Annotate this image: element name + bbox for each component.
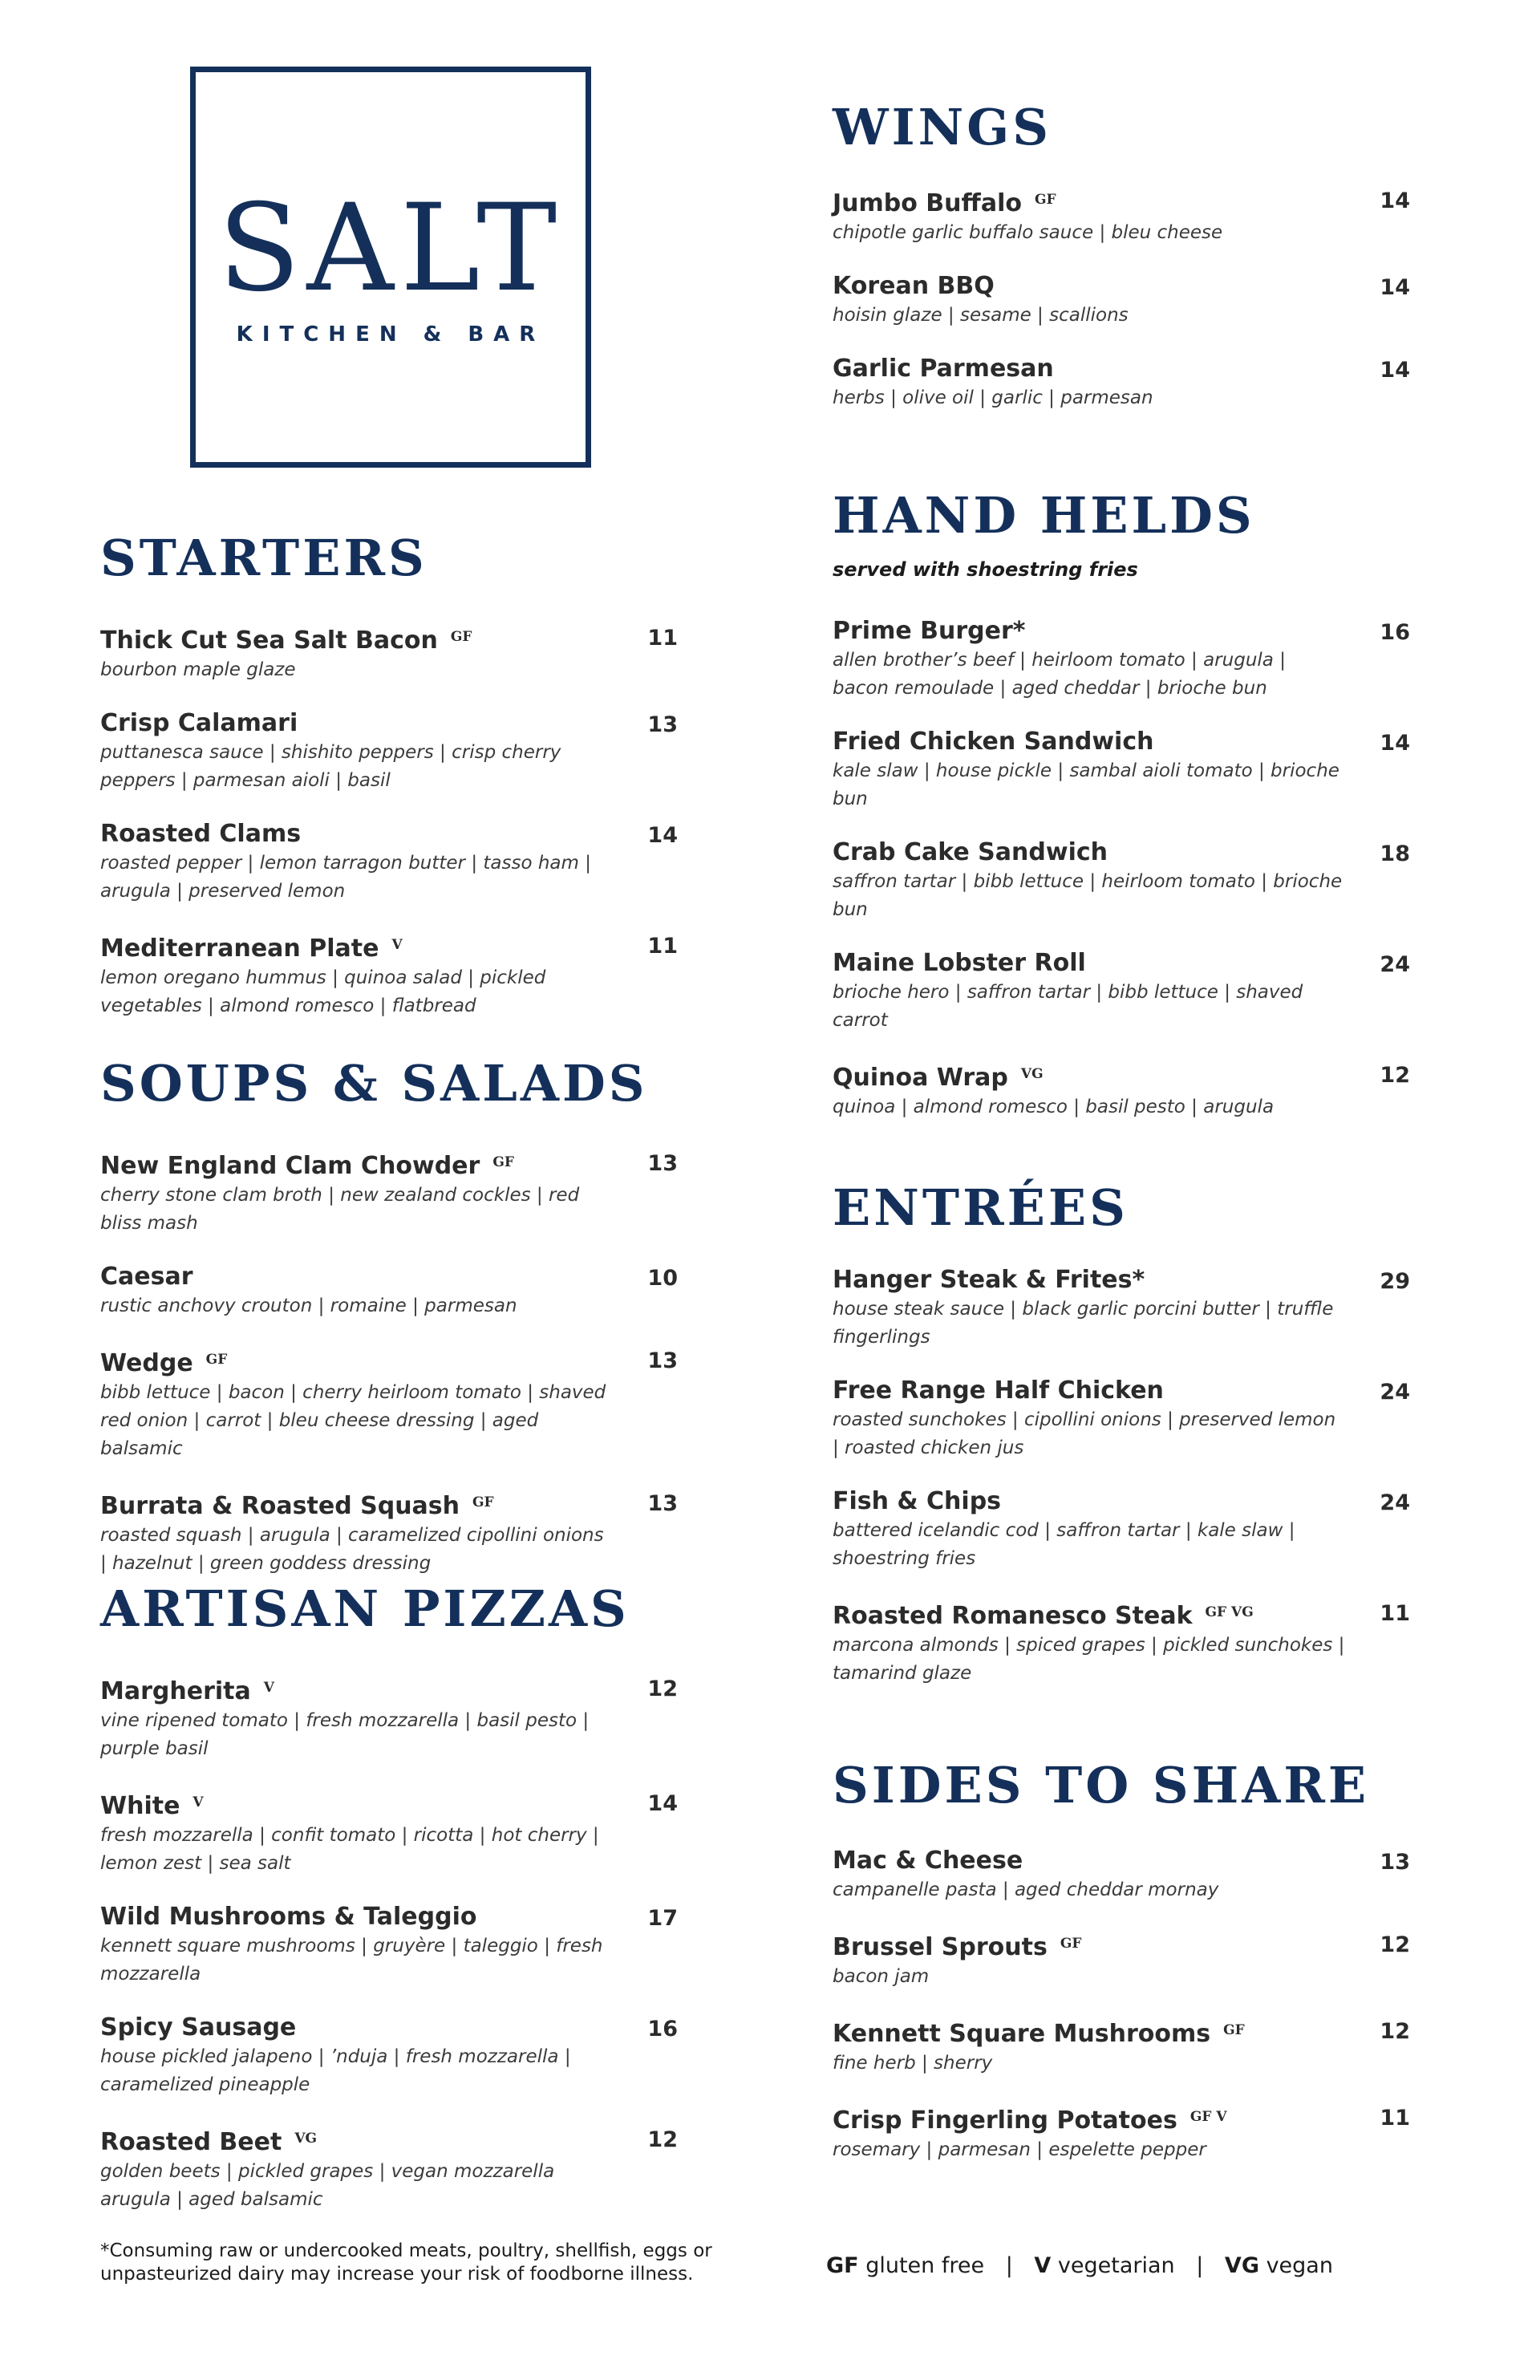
item-description: roasted sunchokes | cipollini onions | preserved lemon | roasted chicken jus — [833, 1409, 1336, 1458]
section-wings — [833, 98, 1410, 436]
item-name: Hanger Steak & Frites* — [833, 1266, 1145, 1294]
item-description: house steak sauce | black garlic porcini butter | truffle fingerlings — [833, 1299, 1334, 1348]
section-starters — [100, 529, 678, 1044]
item-name-row — [833, 1846, 1378, 1876]
item-description: roasted squash | arugula | caramelized cipollini onions | hazelnut | green goddess dressing — [100, 1525, 604, 1574]
item-name-row — [833, 184, 1378, 219]
item-description: quinoa | almond romesco | basil pesto | arugula — [833, 1097, 1275, 1117]
item-name: Quinoa Wrap — [833, 1064, 1008, 1092]
item-price: 16 — [647, 2017, 678, 2041]
item-diet-tags: V — [263, 1680, 274, 1696]
item-name-row — [833, 2015, 1378, 2050]
item-price: 14 — [647, 1791, 678, 1816]
item-name-row — [100, 2013, 646, 2043]
item-price: 14 — [647, 823, 678, 848]
item-name-row — [833, 837, 1378, 868]
menu-item — [833, 1376, 1410, 1462]
disclaimer: *Consuming raw or undercooked meats, poultry, shellfish, eggs or unpasteurized dairy may increase your risk of foodborne illness. — [100, 2240, 712, 2285]
item-description: roasted pepper | lemon tarragon butter | tasso ham | arugula | preserved lemon — [100, 853, 591, 902]
item-list — [833, 1265, 1410, 1688]
item-name-row — [833, 2102, 1378, 2136]
item-price: 14 — [1380, 731, 1410, 756]
item-price: 14 — [1380, 189, 1410, 213]
item-description: herbs | olive oil | garlic | parmesan — [833, 387, 1153, 408]
item-name-row — [100, 622, 646, 656]
menu-item — [833, 1846, 1410, 1904]
menu-item — [833, 1928, 1410, 1991]
item-name: Garlic Parmesan — [833, 355, 1054, 383]
item-name: Thick Cut Sea Salt Bacon — [100, 626, 438, 655]
item-description: hoisin glaze | sesame | scallions — [833, 305, 1129, 326]
logo-tagline: KITCHEN & BAR — [236, 322, 545, 347]
item-name: Crisp Fingerling Potatoes — [833, 2106, 1177, 2135]
item-name-row — [833, 1265, 1378, 1295]
item-price: 11 — [647, 626, 678, 651]
section-title: STARTERS — [100, 529, 428, 587]
item-diet-tags: GF — [1060, 1936, 1082, 1952]
item-name-row — [833, 948, 1378, 979]
menu-item — [100, 1672, 678, 1763]
item-price: 13 — [647, 1151, 678, 1176]
item-name-row — [833, 616, 1378, 647]
item-description: golden beets | pickled grapes | vegan mozzarella arugula | aged balsamic — [100, 2161, 555, 2210]
item-list — [833, 616, 1410, 1121]
item-description: saffron tartar | bibb lettuce | heirloom tomato | brioche bun — [833, 871, 1343, 920]
item-description: allen brother’s beef | heirloom tomato | arugula | bacon remoulade | aged cheddar | brioche bun — [833, 650, 1286, 699]
section-title: SIDES TO SHARE — [833, 1756, 1370, 1814]
item-name-row — [100, 1672, 646, 1707]
item-name-row — [100, 1487, 646, 1522]
section-hand-helds — [833, 486, 1410, 1145]
item-name: Kennett Square Mushrooms — [833, 2020, 1211, 2048]
item-list — [833, 184, 1410, 412]
item-list — [100, 1147, 678, 1578]
item-diet-tags: GF — [450, 629, 472, 645]
item-name: White — [100, 1792, 180, 1820]
item-name: Crisp Calamari — [100, 709, 298, 737]
menu-item — [833, 354, 1410, 412]
item-description: campanelle pasta | aged cheddar mornay — [833, 1879, 1219, 1900]
item-price: 24 — [1380, 1490, 1410, 1515]
menu-item — [100, 819, 678, 906]
menu-item — [833, 271, 1410, 330]
item-description: bourbon maple glaze — [100, 659, 296, 680]
item-price: 17 — [647, 1906, 678, 1931]
item-price: 14 — [1380, 275, 1410, 300]
item-name: Brussel Sprouts — [833, 1933, 1048, 1961]
item-name-row — [100, 708, 646, 739]
item-name-row — [833, 271, 1378, 302]
item-price: 24 — [1380, 1380, 1410, 1405]
item-description: rustic anchovy crouton | romaine | parmesan — [100, 1295, 517, 1316]
menu-item — [833, 2102, 1410, 2164]
section-note: served with shoestring fries — [833, 558, 1138, 581]
item-name: Spicy Sausage — [100, 2013, 297, 2041]
item-price: 24 — [1380, 952, 1410, 977]
item-price: 18 — [1380, 841, 1410, 866]
item-name: Wedge — [100, 1349, 193, 1377]
legend-label-gf: gluten free — [865, 2253, 985, 2278]
item-diet-tags: GF — [492, 1154, 514, 1170]
item-name: Fried Chicken Sandwich — [833, 728, 1154, 756]
item-name-row — [100, 2123, 646, 2158]
item-name: Margherita — [100, 1677, 251, 1705]
item-name-row — [100, 1262, 646, 1292]
dietary-legend: GF gluten free | V vegetarian | VG vegan — [826, 2253, 1333, 2278]
menu-item — [100, 1487, 678, 1578]
section-title: HAND HELDS — [833, 486, 1255, 545]
menu-item — [833, 1059, 1410, 1121]
item-description: rosemary | parmesan | espelette pepper — [833, 2139, 1206, 2160]
menu-item — [100, 708, 678, 795]
item-name: Prime Burger* — [833, 617, 1026, 645]
item-name-row — [100, 1902, 646, 1932]
item-name-row — [100, 819, 646, 849]
item-price: 13 — [647, 712, 678, 737]
item-price: 16 — [1380, 620, 1410, 645]
item-diet-tags: VG — [1020, 1066, 1044, 1082]
item-price: 12 — [1380, 1932, 1410, 1957]
item-price: 11 — [647, 934, 678, 959]
menu-item — [833, 1486, 1410, 1573]
item-price: 12 — [647, 2127, 678, 2152]
section-title: ENTRÉES — [833, 1178, 1129, 1237]
item-diet-tags: GF — [1034, 192, 1056, 208]
item-name: New England Clam Chowder — [100, 1152, 480, 1180]
item-name: Free Range Half Chicken — [833, 1377, 1164, 1405]
item-price: 12 — [1380, 2019, 1410, 2044]
item-description: kale slaw | house pickle | sambal aioli tomato | brioche bun — [833, 760, 1339, 809]
item-description: battered icelandic cod | saffron tartar | kale slaw | shoestring fries — [833, 1520, 1295, 1569]
item-name-row — [833, 1597, 1378, 1632]
item-description: kennett square mushrooms | gruyère | taleggio | fresh mozzarella — [100, 1936, 603, 1985]
item-diet-tags: V — [192, 1794, 204, 1810]
menu-item — [100, 622, 678, 684]
item-description: fine herb | sherry — [833, 2053, 993, 2074]
item-price: 13 — [1380, 1850, 1410, 1875]
logo-brand: SALT — [217, 179, 564, 318]
menu-item — [833, 1597, 1410, 1688]
item-name: Wild Mushrooms & Taleggio — [100, 1903, 477, 1931]
item-name: Mediterranean Plate — [100, 935, 379, 963]
legend-code-vg: VG — [1224, 2253, 1259, 2278]
item-description: house pickled jalapeno | ’nduja | fresh mozzarella | caramelized pineapple — [100, 2046, 571, 2095]
item-name: Mac & Cheese — [833, 1847, 1023, 1875]
item-name: Crab Cake Sandwich — [833, 838, 1108, 866]
menu-item — [100, 1147, 678, 1238]
item-list — [833, 1846, 1410, 2164]
section-title: SOUPS & SALADS — [100, 1054, 648, 1113]
menu-item — [100, 2123, 678, 2214]
item-diet-tags: V — [391, 937, 403, 953]
item-price: 29 — [1380, 1269, 1410, 1294]
item-name-row — [833, 1376, 1378, 1406]
item-description: bacon jam — [833, 1966, 930, 1987]
menu-item — [833, 1265, 1410, 1352]
item-price: 12 — [1380, 1063, 1410, 1088]
item-description: vine ripened tomato | fresh mozzarella | basil pesto | purple basil — [100, 1710, 590, 1759]
item-diet-tags: VG — [294, 2131, 318, 2147]
item-name: Roasted Romanesco Steak — [833, 1602, 1193, 1630]
item-name: Fish & Chips — [833, 1487, 1002, 1515]
item-description: bibb lettuce | bacon | cherry heirloom tomato | shaved red onion | carrot | bleu cheese dressing | aged balsamic — [100, 1382, 606, 1459]
item-name: Caesar — [100, 1263, 193, 1291]
legend-code-gf: GF — [826, 2253, 859, 2278]
item-price: 13 — [647, 1348, 678, 1373]
item-name: Roasted Beet — [100, 2128, 282, 2156]
item-name: Korean BBQ — [833, 272, 995, 300]
item-diet-tags: GF — [1223, 2022, 1245, 2038]
item-name-row — [833, 1059, 1378, 1093]
menu-item — [100, 1787, 678, 1878]
item-name-row — [833, 354, 1378, 384]
item-name-row — [833, 1486, 1378, 1517]
section-soups-salads — [100, 1054, 678, 1602]
item-description: brioche hero | saffron tartar | bibb lettuce | shaved carrot — [833, 982, 1303, 1031]
item-diet-tags: GF — [205, 1352, 228, 1368]
item-description: marcona almonds | spiced grapes | pickled sunchokes | tamarind glaze — [833, 1635, 1345, 1684]
item-name-row — [100, 1147, 646, 1182]
menu-item — [100, 930, 678, 1020]
section-title: WINGS — [833, 98, 1052, 156]
item-name-row — [100, 930, 646, 964]
logo — [190, 67, 591, 468]
item-description: fresh mozzarella | confit tomato | ricotta | hot cherry | lemon zest | sea salt — [100, 1825, 599, 1874]
item-description: chipotle garlic buffalo sauce | bleu cheese — [833, 222, 1223, 243]
menu-item — [833, 727, 1410, 813]
item-name: Jumbo Buffalo — [833, 189, 1022, 217]
item-price: 11 — [1380, 2106, 1410, 2131]
item-description: cherry stone clam broth | new zealand cockles | red bliss mash — [100, 1185, 580, 1234]
legend-code-v: V — [1034, 2253, 1052, 2278]
menu-item — [833, 184, 1410, 247]
item-price: 10 — [647, 1266, 678, 1291]
item-description: lemon oregano hummus | quinoa salad | pickled vegetables | almond romesco | flatbread — [100, 967, 546, 1016]
item-price: 12 — [647, 1677, 678, 1701]
item-diet-tags: GF V — [1189, 2109, 1227, 2125]
item-name: Roasted Clams — [100, 820, 302, 848]
item-name-row — [833, 727, 1378, 757]
item-name-row — [100, 1787, 646, 1822]
menu-item — [100, 1262, 678, 1320]
item-list — [100, 622, 678, 1020]
item-name-row — [100, 1344, 646, 1379]
legend-label-vg: vegan — [1266, 2253, 1333, 2278]
section-title: ARTISAN PIZZAS — [100, 1579, 630, 1638]
menu-item — [100, 2013, 678, 2099]
menu-item — [833, 616, 1410, 703]
item-price: 13 — [647, 1491, 678, 1516]
section-sides-to-share — [833, 1756, 1410, 2188]
item-name-row — [833, 1928, 1378, 1963]
item-name: Maine Lobster Roll — [833, 949, 1086, 977]
menu-item — [833, 948, 1410, 1035]
menu-item — [833, 2015, 1410, 2078]
section-entrees — [833, 1178, 1410, 1712]
item-description: puttanesca sauce | shishito peppers | crisp cherry peppers | parmesan aioli | basil — [100, 742, 561, 791]
item-name: Burrata & Roasted Squash — [100, 1492, 460, 1520]
item-list — [100, 1672, 678, 2214]
menu-item — [100, 1344, 678, 1463]
item-diet-tags: GF VG — [1205, 1604, 1254, 1620]
item-price: 11 — [1380, 1601, 1410, 1626]
menu-item — [100, 1902, 678, 1989]
section-artisan-pizzas — [100, 1579, 678, 2238]
item-diet-tags: GF — [472, 1494, 494, 1510]
item-price: 14 — [1380, 358, 1410, 383]
legend-label-v: vegetarian — [1057, 2253, 1175, 2278]
menu-item — [833, 837, 1410, 924]
